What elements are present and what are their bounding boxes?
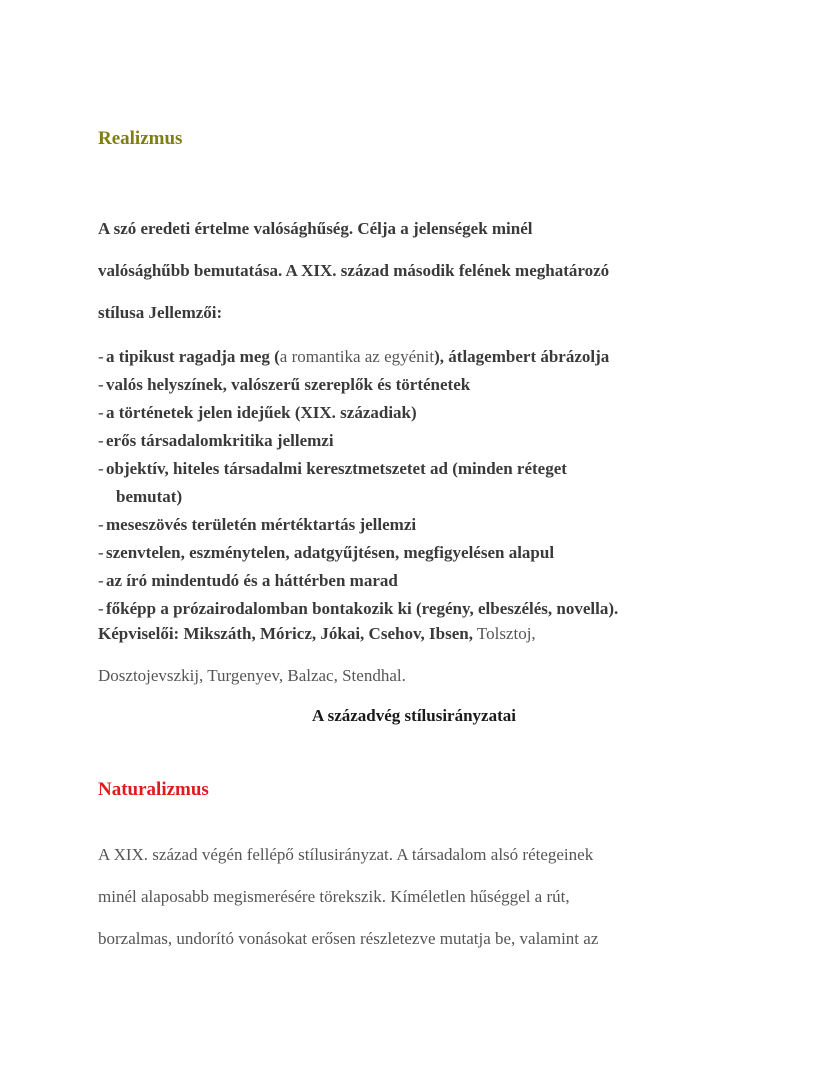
bullet-marker: -: [98, 515, 104, 534]
list-item-text: valós helyszínek, valószerű szereplők és történetek: [106, 375, 471, 394]
list-item: [98, 343, 618, 371]
list-item-text: főképp a prózairodalomban bontakozik ki (regény, elbeszélés, novella).: [106, 599, 619, 618]
list-item-text: ), átlagembert ábrázolja: [434, 347, 610, 366]
list-item: [98, 371, 618, 399]
list-item: [98, 539, 618, 567]
realism-intro-line-2: valósághűbb bemutatása. A XIX. század második felének meghatározó: [98, 261, 610, 280]
bullet-marker: -: [98, 459, 104, 478]
realism-intro-line-3: stílusa Jellemzői:: [98, 303, 223, 322]
naturalism-line-2: minél alaposabb megismerésére törekszik. Kíméletlen hűséggel a rút,: [98, 887, 570, 906]
list-item-text: meseszövés területén mértéktartás jellemzi: [106, 515, 417, 534]
list-item-text: erős társadalomkritika jellemzi: [106, 431, 334, 450]
list-item: [98, 567, 618, 595]
representatives-rest: Tolsztoj,: [472, 624, 536, 643]
section-title: A századvég stílusirányzatai: [312, 706, 516, 725]
list-item: [98, 595, 618, 623]
list-item-text: a tipikust ragadja meg (: [106, 347, 280, 366]
bullet-marker: -: [98, 403, 104, 422]
list-item: [98, 427, 618, 455]
bullet-marker: -: [98, 571, 104, 590]
list-item: [98, 511, 618, 539]
bullet-marker: -: [98, 431, 104, 450]
list-item: [98, 399, 618, 427]
list-item-text: a történetek jelen idejűek (XIX. századiak): [106, 403, 417, 422]
realism-heading: Realizmus: [98, 128, 183, 149]
list-item-text: az író mindentudó és a háttérben marad: [106, 571, 398, 590]
naturalism-line-3: borzalmas, undorító vonásokat erősen részletezve mutatja be, valamint az: [98, 929, 599, 948]
naturalism-line-1: A XIX. század végén fellépő stílusirányzat. A társadalom alsó rétegeinek: [98, 845, 594, 864]
realism-intro-line-1: A szó eredeti értelme valósághűség. Célja a jelenségek minél: [98, 219, 533, 238]
naturalism-heading: Naturalizmus: [98, 779, 209, 800]
representatives-line: [98, 624, 536, 644]
bullet-marker: -: [98, 543, 104, 562]
list-item-text-normal: a romantika az egyénit: [279, 347, 435, 366]
representatives-label: Képviselői: Mikszáth, Móricz, Jókai, Csehov, Ibsen,: [98, 624, 473, 643]
list-item-text: objektív, hiteles társadalmi keresztmetszetet ad (minden réteget: [106, 459, 567, 478]
bullet-marker: -: [98, 347, 104, 366]
list-item-text: szenvtelen, eszménytelen, adatgyűjtésen, megfigyelésen alapul: [106, 543, 555, 562]
list-item-text-continued: bemutat): [116, 487, 183, 506]
list-item: [98, 455, 618, 511]
representatives-line-2: Dosztojevszkij, Turgenyev, Balzac, Stendhal.: [98, 666, 406, 685]
bullet-marker: -: [98, 599, 104, 618]
bullet-marker: -: [98, 375, 104, 394]
realism-traits-list: [98, 343, 618, 623]
